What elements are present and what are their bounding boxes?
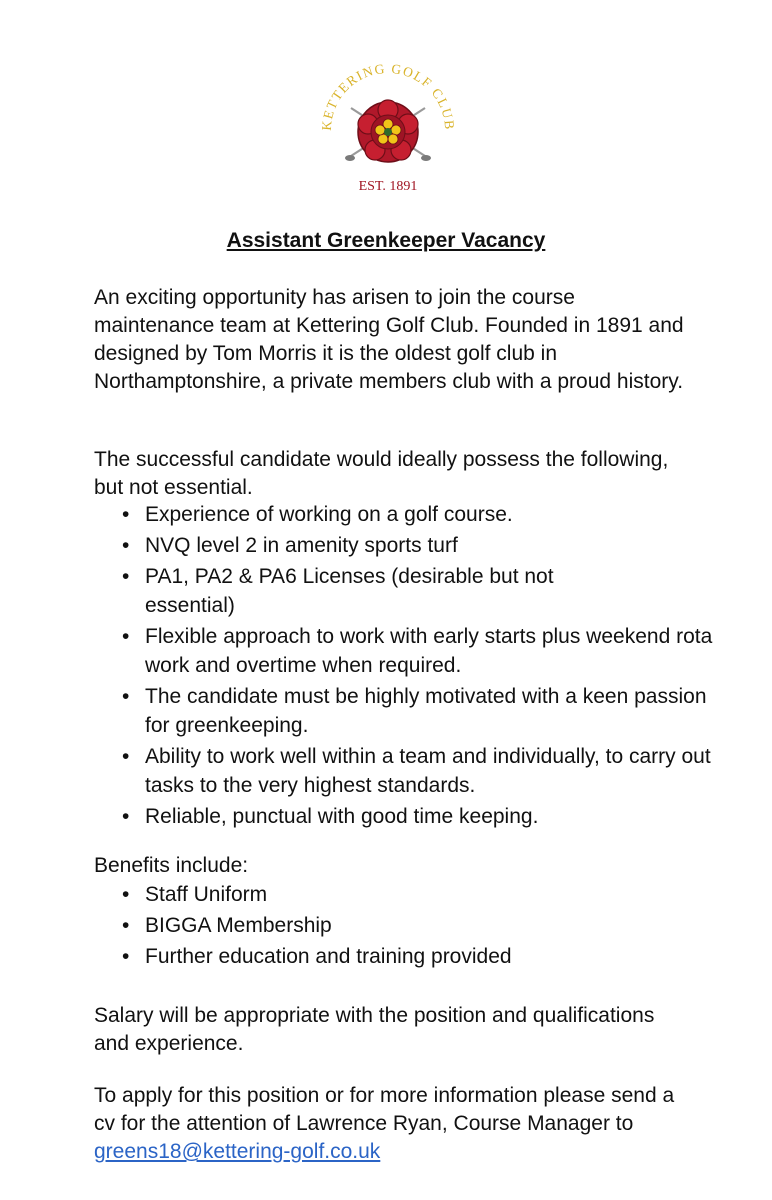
list-item: • The candidate must be highly motivated with a keen passion for greenkeeping.	[120, 682, 720, 740]
intro-paragraph: An exciting opportunity has arisen to join the course maintenance team at Kettering Golf Club. Founded in 1891 and designed by Tom Morris it is the oldest golf club in Northamptonshire, a private members club with a proud history.	[94, 286, 684, 393]
rose-emblem	[358, 100, 418, 162]
club-logo	[313, 62, 463, 202]
list-item: • Staff Uniform	[120, 880, 720, 909]
logo-arc-text: KETTERING GOLF CLUB	[318, 62, 458, 132]
list-item: • BIGGA Membership	[120, 911, 720, 940]
page-title: Assistant Greenkeeper Vacancy	[226, 229, 546, 252]
apply-text: To apply for this position or for more information please send a cv for the attention of Lawrence Ryan, Course Manager to	[94, 1084, 675, 1135]
list-item: • Flexible approach to work with early starts plus weekend rota work and overtime when required.	[120, 622, 720, 680]
list-item: • Further education and training provided	[120, 942, 720, 971]
list-item: • Reliable, punctual with good time keeping.	[120, 802, 720, 831]
candidate-intro: The successful candidate would ideally possess the following, but not essential.	[94, 448, 669, 499]
contact-email-link[interactable]: greens18@kettering-golf.co.uk	[94, 1140, 381, 1163]
benefits-heading: Benefits include:	[94, 854, 249, 877]
list-item: • PA1, PA2 & PA6 Licenses (desirable but not essential)	[120, 562, 615, 620]
logo-est-text: EST. 1891	[358, 179, 418, 194]
list-item: • Ability to work well within a team and individually, to carry out tasks to the very highest standards.	[120, 742, 720, 800]
list-item: • Experience of working on a golf course.	[120, 500, 720, 529]
list-item: • NVQ level 2 in amenity sports turf	[120, 531, 720, 560]
salary-paragraph: Salary will be appropriate with the position and qualifications and experience.	[94, 1004, 655, 1055]
apply-paragraph	[94, 1082, 694, 1166]
benefits-list	[120, 880, 720, 973]
requirements-list	[120, 500, 720, 833]
